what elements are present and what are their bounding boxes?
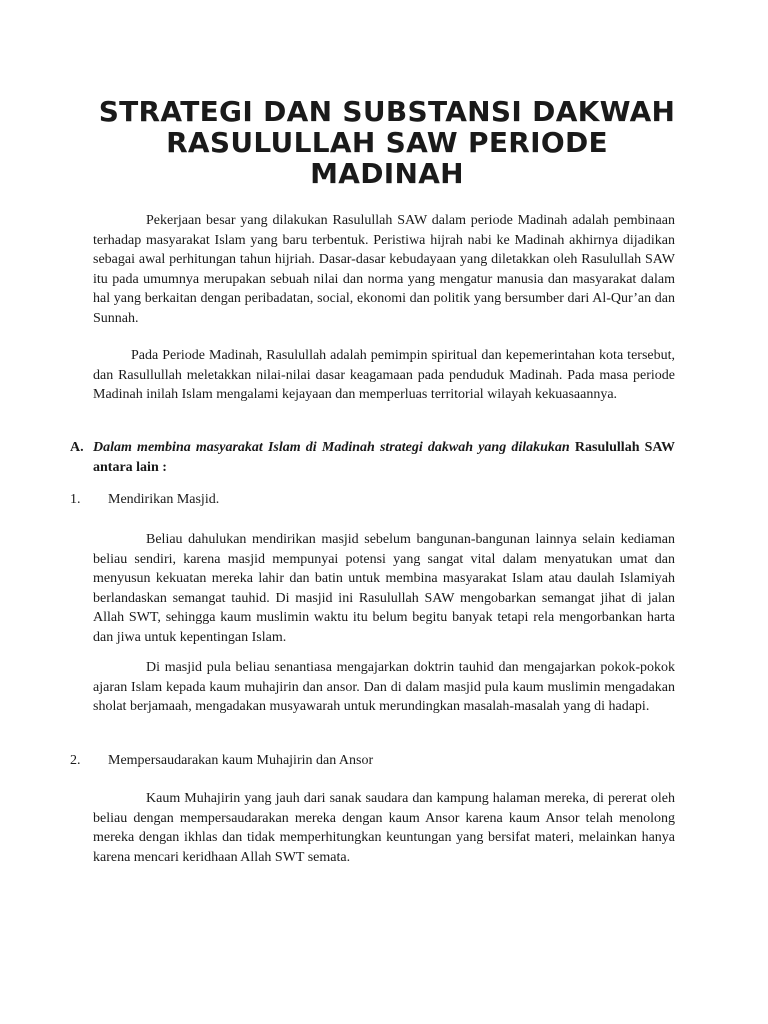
list-item-number: 1. [70, 492, 81, 507]
body-paragraph: Beliau dahulukan mendirikan masjid sebelum bangunan-bangunan lainnya selain kediaman beliau sendiri, karena masjid mempunyai potensi yang sangat vital dalam menyatukan umat dan menyusun kekuatan mereka lahir dan batin untuk membina masyarakat Islam atau daulah Islamiyah berlandaskan semangat tauhid. Di masjid ini Rasulullah SAW mengobarkan semangat jihat di jalan Allah SWT, sehingga kaum muslimin waktu itu belum begitu banyak tetapi rela mengorbankan harta dan jiwa untuk kepentingan Islam. [93, 532, 675, 645]
intro-paragraph: Pada Periode Madinah, Rasulullah adalah pemimpin spiritual dan kepemerintahan kota tersebut, dan Rasullullah meletakkan nilai-nilai dasar keagamaan pada penduduk Madinah. Pada masa periode Madinah inilah Islam mengalami kejayaan dan memperluas territorial wilayah kekuasaannya. [93, 348, 675, 402]
section-letter: A. [70, 440, 84, 455]
intro-paragraph: Pekerjaan besar yang dilakukan Rasulullah SAW dalam periode Madinah adalah pembinaan terhadap masyarakat Islam yang baru terbentuk. Peristiwa hijrah nabi ke Madinah akhirnya dijadikan sebagai awal perhitungan tahun hijriah. Dasar-dasar kebudayaan yang diletakkan oleh Rasulullah SAW itu pada umumnya merupakan sebuah nilai dan norma yang mengatur manusia dan masyarakat dalam hal yang berkaitan dengan peribadatan, social, ekonomi dan politik yang bersumber dari Al-Qur’an dan Sunnah. [93, 213, 675, 326]
document-title [70, 96, 704, 189]
list-item-label: Mempersaudarakan kaum Muhajirin dan Ansor [108, 753, 374, 768]
section-heading-continuation: Rasulullah SAW antara lain : [93, 440, 675, 475]
title-line: MADINAH [310, 157, 464, 190]
title-line: STRATEGI DAN SUBSTANSI DAKWAH [98, 95, 676, 128]
section-heading-text: Dalam membina masyarakat Islam di Madinah strategi dakwah yang dilakukan [93, 440, 570, 455]
list-item-label: Mendirikan Masjid. [108, 492, 220, 507]
section-heading [70, 438, 675, 477]
body-paragraph: Kaum Muhajirin yang jauh dari sanak saudara dan kampung halaman mereka, di pererat oleh beliau dengan mempersaudarakan mereka dengan kaum Ansor karena kaum Ansor telah menolong mereka dengan ikhlas dan tidak memperhitungkan keuntungan yang bersifat materi, melainkan hanya karena mencari keridhaan Allah SWT semata. [93, 791, 675, 865]
list-item-number: 2. [70, 753, 81, 768]
body-paragraph: Di masjid pula beliau senantiasa mengajarkan doktrin tauhid dan mengajarkan pokok-pokok ajaran Islam kepada kaum muhajirin dan ansor. Dan di dalam masjid pula kaum muslimin mengadakan sholat berjamaah, mengadakan musyawarah untuk merundingkan masalah-masalah yang di hadapi. [93, 660, 675, 714]
title-line: RASULULLAH SAW PERIODE [166, 126, 608, 159]
